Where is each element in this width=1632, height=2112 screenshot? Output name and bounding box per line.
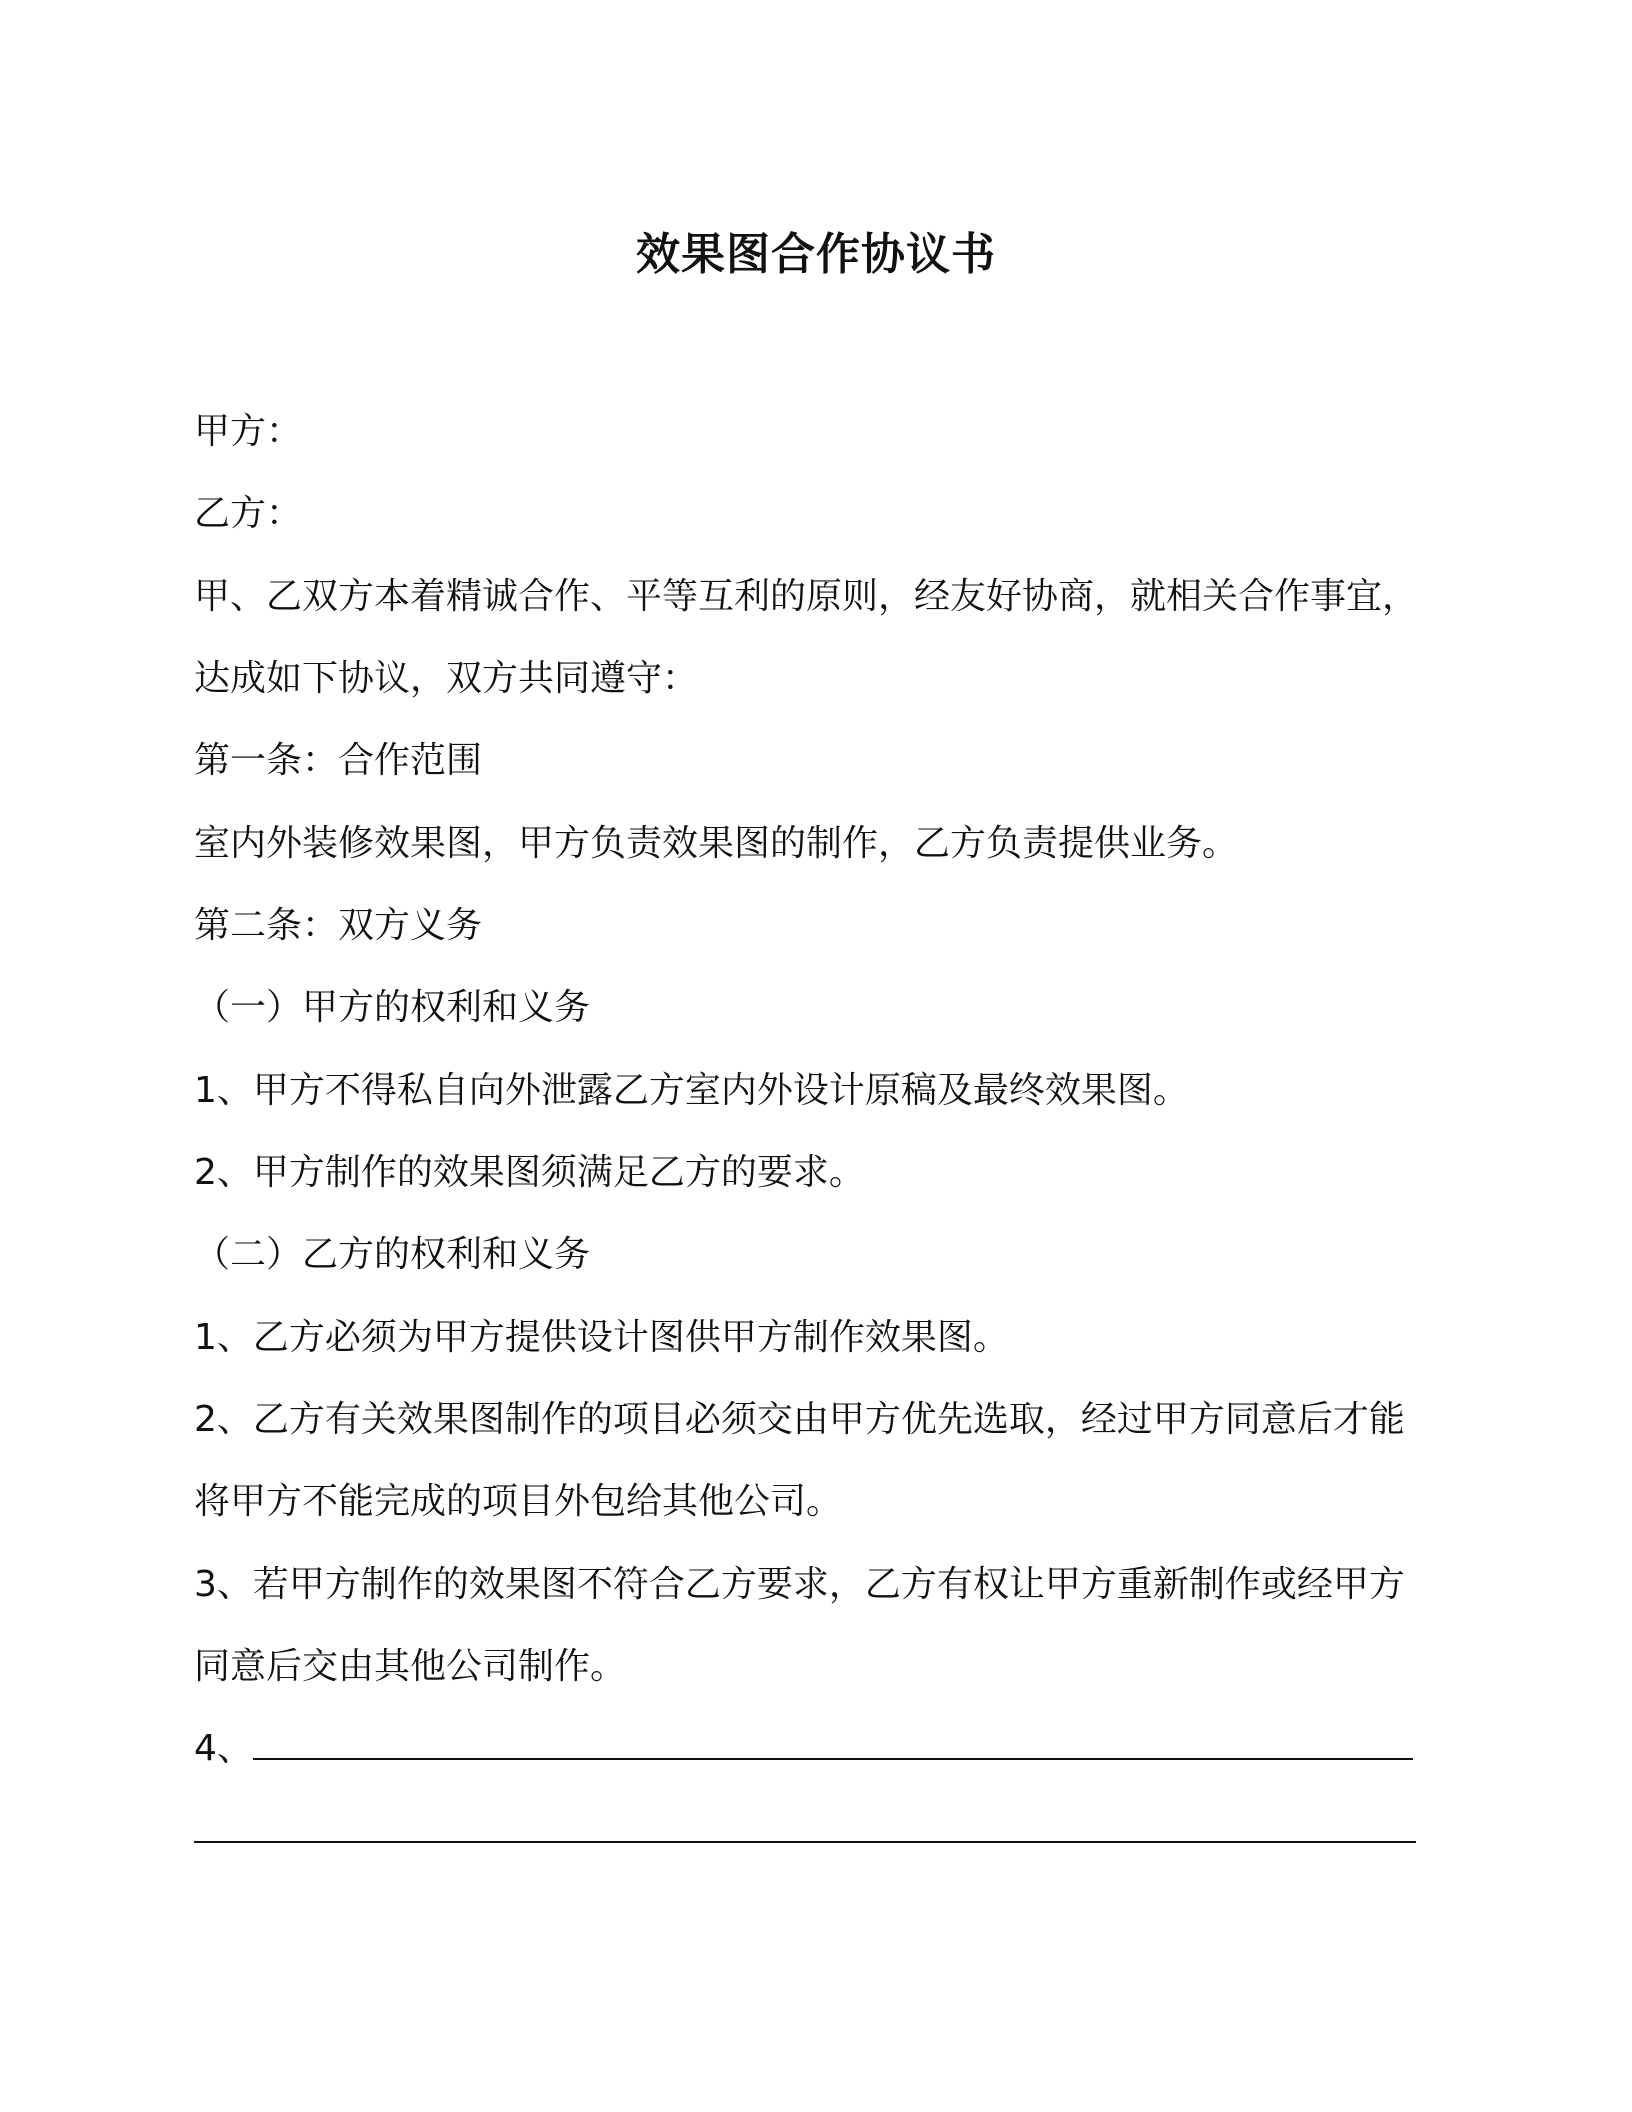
section-2-item-3-line-1: 3、若甲方制作的效果图不符合乙方要求，乙方有权让甲方重新制作或经甲方	[194, 1564, 1405, 1605]
section-2-item-4-prefix: 4、	[194, 1728, 253, 1769]
section-1-heading: （一）甲方的权利和义务	[194, 987, 591, 1028]
article-1-body: 室内外装修效果图，甲方负责效果图的制作，乙方负责提供业务。	[194, 823, 1239, 864]
party-b-label: 乙方：	[194, 493, 303, 534]
section-2-item-3-line-2: 同意后交由其他公司制作。	[194, 1646, 627, 1687]
article-1-heading: 第一条：合作范围	[194, 740, 483, 781]
section-2-item-4	[194, 1727, 1413, 1771]
fill-in-blank-line-2[interactable]	[194, 1811, 1416, 1843]
fill-in-blank-line-1[interactable]	[253, 1728, 1413, 1760]
section-2-item-2-line-2: 将甲方不能完成的项目外包给其他公司。	[194, 1481, 843, 1522]
section-2-item-1: 1、乙方必须为甲方提供设计图供甲方制作效果图。	[194, 1317, 1009, 1358]
section-1-item-2: 2、甲方制作的效果图须满足乙方的要求。	[194, 1152, 865, 1193]
section-2-heading: （二）乙方的权利和义务	[194, 1234, 591, 1275]
article-2-heading: 第二条：双方义务	[194, 905, 483, 946]
document-title: 效果图合作协议书	[636, 229, 996, 280]
section-2-item-2-line-1: 2、乙方有关效果图制作的项目必须交由甲方优先选取，经过甲方同意后才能	[194, 1399, 1405, 1440]
intro-paragraph-line-2: 达成如下协议，双方共同遵守：	[194, 658, 699, 699]
intro-paragraph-line-1: 甲、乙双方本着精诚合作、平等互利的原则，经友好协商，就相关合作事宜，	[194, 576, 1419, 617]
fill-in-blank-row	[194, 1810, 1416, 1854]
section-1-item-1: 1、甲方不得私自向外泄露乙方室内外设计原稿及最终效果图。	[194, 1070, 1189, 1111]
party-a-label: 甲方：	[194, 411, 303, 452]
